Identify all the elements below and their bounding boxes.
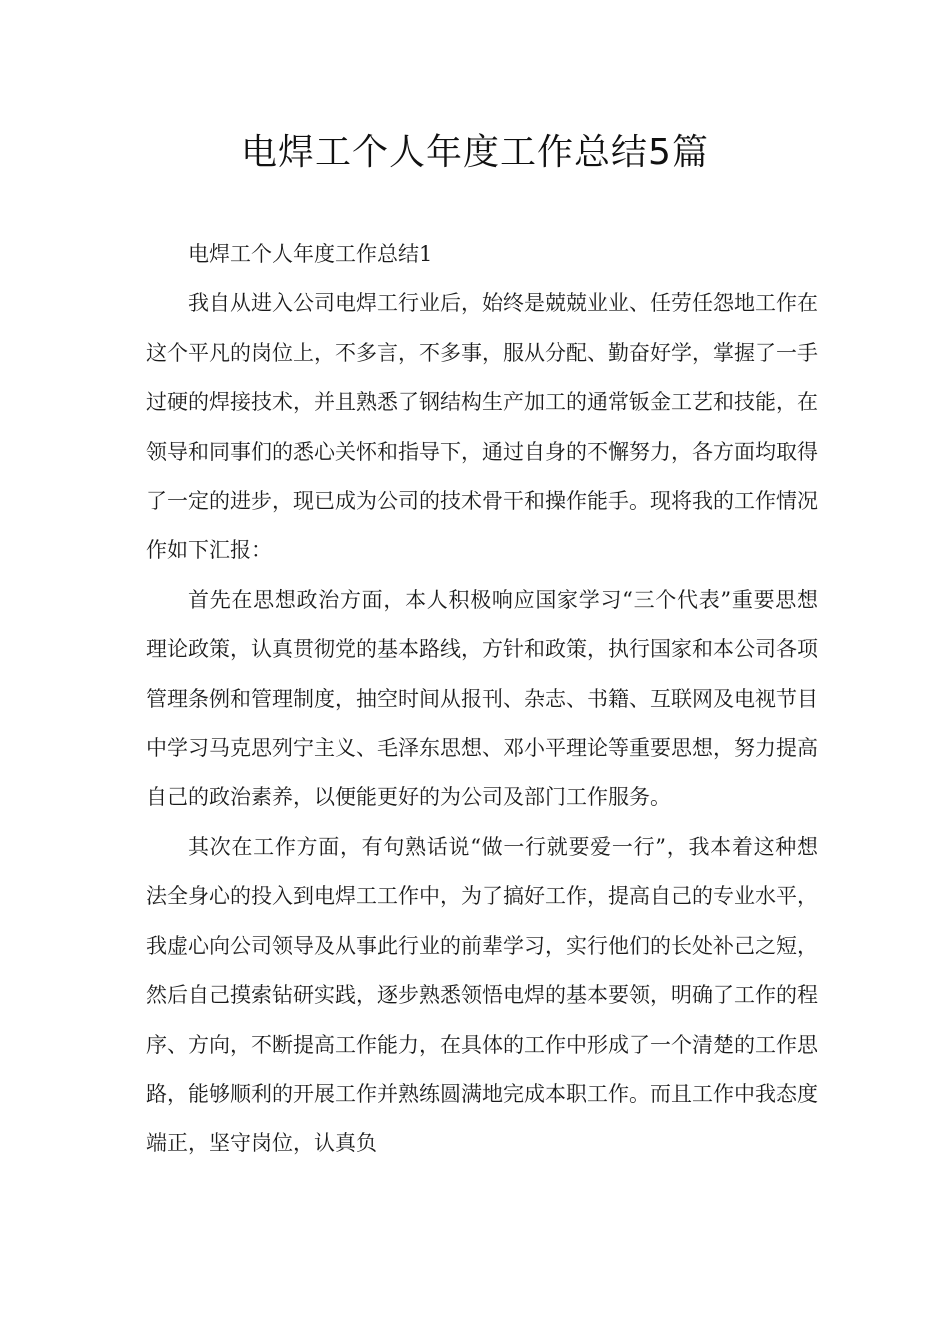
document-title: 电焊工个人年度工作总结5篇: [241, 132, 709, 173]
paragraph-intro: 我自从进入公司电焊工行业后，始终是兢兢业业、任劳任怨地工作在这个平凡的岗位上，不多言，不多事，服从分配、勤奋好学，掌握了一手过硬的焊接技术，并且熟悉了钢结构生产加工的通常钣金工艺和技能，在领导和同事们的悉心关怀和指导下，通过自身的不懈努力，各方面均取得了一定的进步，现已成为公司的技术骨干和操作能手。现将我的工作情况作如下汇报：: [146, 291, 818, 563]
paragraph-political: 首先在思想政治方面，本人积极响应国家学习“三个代表”重要思想理论政策，认真贯彻党的基本路线，方针和政策，执行国家和本公司各项管理条例和管理制度，抽空时间从报刊、杂志、书籍、互联网及电视节目中学习马克思列宁主义、毛泽东思想、邓小平理论等重要思想，努力提高自己的政治素养，以便能更好的为公司及部门工作服务。: [146, 587, 818, 810]
document-body: [146, 230, 818, 1169]
section-heading: 电焊工个人年度工作总结1: [188, 242, 433, 266]
paragraph-work: 其次在工作方面，有句熟话说“做一行就要爱一行”，我本着这种想法全身心的投入到电焊工工作中，为了搞好工作，提高自己的专业水平，我虚心向公司领导及从事此行业的前辈学习，实行他们的长处补己之短，然后自己摸索钻研实践，逐步熟悉领悟电焊的基本要领，明确了工作的程序、方向，不断提高工作能力，在具体的工作中形成了一个清楚的工作思路，能够顺利的开展工作并熟练圆满地完成本职工作。而且工作中我态度端正，坚守岗位，认真负: [146, 834, 818, 1156]
